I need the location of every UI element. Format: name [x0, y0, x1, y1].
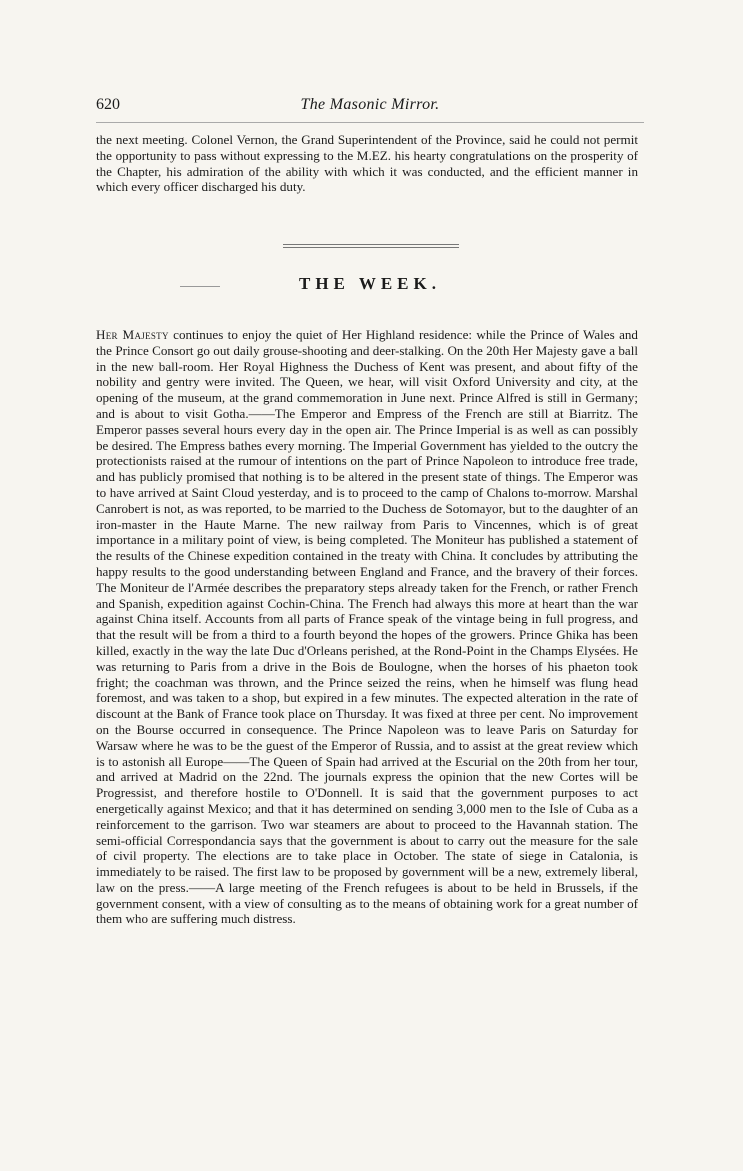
- running-title: The Masonic Mirror.: [300, 96, 440, 113]
- top-paragraph: the next meeting. Colonel Vernon, the Grand Superintendent of the Province, said he could not permit the opportunity to pass without expressing to the M.EZ. his hearty congratulations on the prosperity of the Chapter, his admiration of the ability with which it was conducted, and the efficient manner in which every officer discharged his duty.: [96, 132, 638, 195]
- main-paragraph-text: continues to enjoy the quiet of Her Highland residence: while the Prince of Wales and the Prince Consort go out daily grouse-shooting and deer-stalking. On the 20th Her Majesty gave a ball in the new ball-room. Her Royal Highness the Duchess of Kent was present, and about fifty of the nobility and gentry were invited. The Queen, we hear, will visit Oxford University and city, at the opening of the museum, at the grand commemoration in June next. Prince Alfred is still in Germany; and is about to visit Gotha.——The Emperor and Empress of the French are still at Biarritz. The Emperor passes several hours every day in the open air. The Prince Imperial is as well as can possibly be desired. The Empress bathes every morning. The Imperial Government has yielded to the outcry the protectionists raised at the rumour of intentions on the part of Prince Napoleon to introduce free trade, and has publicly promised that nothing is to be altered in the present state of things. The Emperor was to have arrived at Saint Cloud yesterday, and is to proceed to the camp of Chalons to-morrow. Marshal Canrobert is not, as was reported, to be married to the Duchess de Sotomayor, but to the daughter of an iron-master in the Haute Marne. The new railway from Paris to Vincennes, which is of great importance in a military point of view, is being completed. The Moniteur has published a statement of the results of the Chinese expedition contained in the treaty with China. It concludes by attributing the happy results to the good understanding between England and France, and the bravery of their forces. The Moniteur de l'Armée describes the preparatory steps already taken for the French, or rather French and Spanish, expedition against Cochin-China. The French had always this more at heart than the war against China itself. Accounts from all parts of France speak of the vintage being in full progress, and that the result will be from a third to a fourth beyond the hopes of the growers. Prince Ghika has been killed, exactly in the way the late Duc d'Orleans perished, at the Rond-Point in the Champs Elysées. He was returning to Paris from a drive in the Bois de Boulogne, when the horses of his phaeton took fright; the coachman was thrown, and the Prince seized the reins, when he himself was flung head foremost, and was taken to a shop, but expired in a few minutes. The expected alteration in the rate of discount at the Bank of France took place on Thursday. It was fixed at three per cent. No improvement on the Bourse occurred in consequence. The Prince Napoleon was to leave Paris on Saturday for Warsaw where he was to be the guest of the Emperor of Russia, and to assist at the great review which is to astonish all Europe——The Queen of Spain had arrived at the Escurial on the 20th from her tour, and arrived at Madrid on the 22nd. The journals express the opinion that the new Cortes will be Progressist, and therefore hostile to O'Donnell. It is said that the government purposes to act energetically against Mexico; and that it has determined on sending 3,000 men to the Isle of Cuba as a reinforcement to the garrison. Two war steamers are about to proceed to the Havannah station. The semi-official Correspondancia says that the government is about to carry out the measure for the sale of civil property. The elections are to take place in October. The state of siege in Catalonia, is immediately to be raised. The first law to be proposed by government will be a new, extremely liberal, law on the press.——A large meeting of the French refugees is about to be held in Brussels, if the government consent, with a view of consulting as to the means of obtaining work for a great number of them who are suffering much distress.: [96, 327, 638, 927]
- main-paragraph: [96, 327, 638, 927]
- page-number: 620: [96, 96, 120, 113]
- section-heading: THE WEEK.: [299, 274, 441, 293]
- lead-words: Her Majesty: [96, 327, 169, 342]
- header-rule: [96, 122, 644, 123]
- section-separator: [283, 244, 459, 250]
